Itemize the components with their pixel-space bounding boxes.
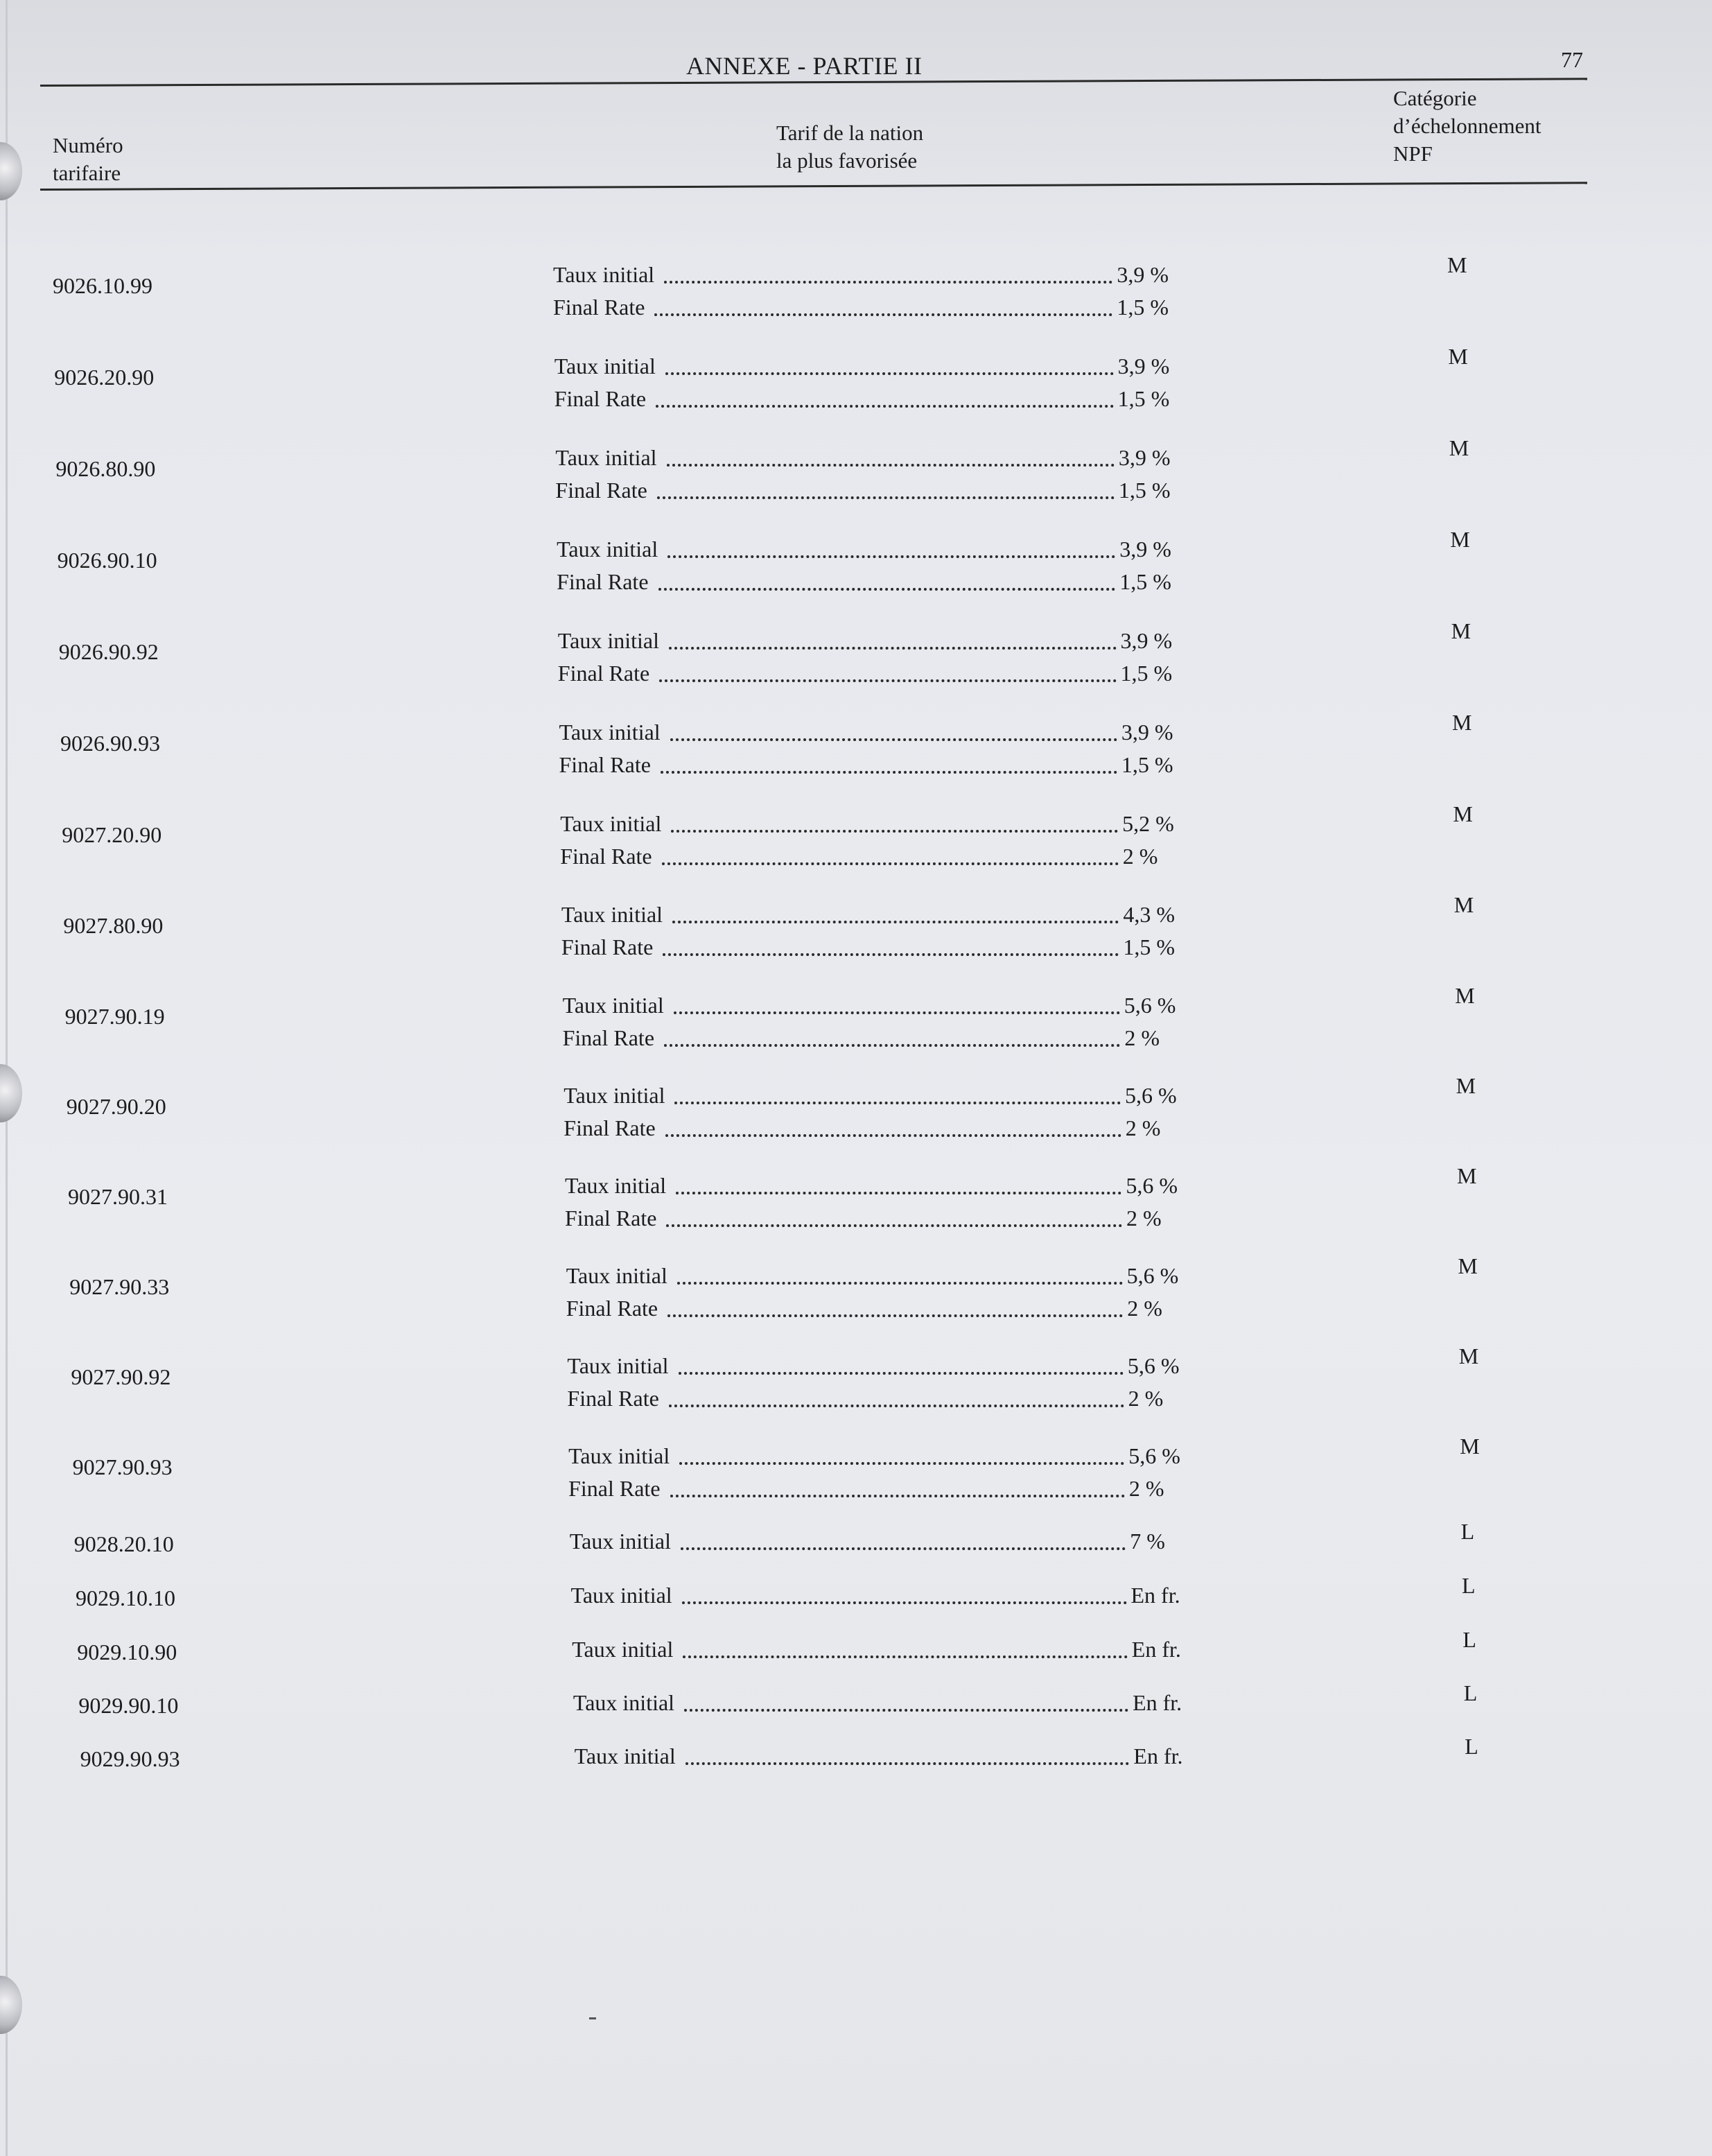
rate-label: Taux initial: [559, 720, 661, 745]
tariff-number: 9029.90.93: [80, 1746, 180, 1771]
rate-line: [568, 1443, 1180, 1469]
rate-value: En fr.: [1130, 1583, 1180, 1608]
rate-line: [567, 1353, 1179, 1379]
rate-value: 1,5 %: [1118, 478, 1171, 503]
rate-label: Taux initial: [567, 1353, 669, 1378]
page-number: 77: [1561, 47, 1583, 72]
rate-line: [553, 262, 1169, 288]
rate-value: En fr.: [1131, 1637, 1181, 1662]
rate-label: Final Rate: [565, 1206, 657, 1231]
rate-label: Taux initial: [566, 1263, 667, 1288]
staging-category: M: [1450, 527, 1470, 552]
rate-value: 2 %: [1128, 1386, 1164, 1411]
column-header-line: NPF: [1393, 141, 1433, 166]
dot-leader: [664, 1043, 1120, 1047]
rate-value: 5,6 %: [1127, 1353, 1180, 1378]
rate-value: 2 %: [1122, 844, 1158, 869]
rate-line: [561, 902, 1175, 928]
rate-line: [553, 295, 1169, 320]
rate-value: 2 %: [1126, 1206, 1162, 1231]
table-row: [0, 1253, 1712, 1346]
dot-leader: [666, 1224, 1122, 1227]
rate-value: 1,5 %: [1121, 752, 1173, 777]
rate-line: [557, 569, 1171, 595]
rate-line: [570, 1529, 1181, 1554]
rate-label: Final Rate: [562, 1025, 655, 1050]
rate-label: Final Rate: [564, 1115, 656, 1140]
dot-leader: [677, 1281, 1123, 1285]
rate-line: [571, 1583, 1182, 1608]
rate-value: 4,3 %: [1123, 902, 1176, 927]
tariff-number: 9026.80.90: [55, 456, 156, 481]
rate-value: 5,6 %: [1126, 1173, 1178, 1198]
dot-leader: [685, 1762, 1130, 1765]
rate-value: 3,9 %: [1117, 354, 1170, 379]
rate-value: 2 %: [1128, 1476, 1164, 1501]
rate-label: Final Rate: [561, 934, 654, 959]
tariff-number: 9029.90.10: [78, 1693, 179, 1718]
table-row: [0, 710, 1712, 803]
dot-leader: [679, 1371, 1124, 1375]
rate-line: [573, 1690, 1184, 1716]
table-row: [0, 1073, 1712, 1166]
staging-category: M: [1448, 344, 1468, 369]
dot-leader: [672, 920, 1119, 923]
rate-label: Taux initial: [557, 537, 658, 562]
rate-label: Taux initial: [557, 628, 659, 653]
rate-label: Taux initial: [561, 902, 663, 927]
column-header-line: tarifaire: [53, 161, 121, 185]
rate-label: Final Rate: [566, 1296, 658, 1321]
table-row: [0, 1434, 1712, 1527]
page-title: ANNEXE - PARTIE II: [686, 52, 923, 80]
tariff-number: 9027.80.90: [63, 913, 164, 938]
scan-mark: [589, 2017, 596, 2019]
rate-label: Taux initial: [562, 993, 664, 1018]
table-row: [0, 1734, 1712, 1827]
dot-leader: [684, 1708, 1128, 1712]
rate-value: 5,6 %: [1128, 1443, 1180, 1468]
rate-label: Taux initial: [565, 1173, 667, 1198]
dot-leader: [658, 587, 1116, 591]
tariff-number: 9027.90.92: [71, 1364, 171, 1389]
rate-line: [558, 628, 1172, 654]
column-header-rate: [776, 119, 923, 175]
column-header-line: Catégorie: [1393, 86, 1477, 110]
rate-line: [560, 844, 1174, 869]
table-row: [0, 435, 1712, 528]
rate-line: [555, 478, 1170, 503]
rate-value: 1,5 %: [1119, 569, 1171, 594]
rate-value: 5,6 %: [1126, 1263, 1179, 1288]
staging-category: L: [1465, 1734, 1478, 1759]
staging-category: M: [1453, 892, 1474, 917]
rate-label: Final Rate: [555, 478, 647, 503]
rate-line: [567, 1386, 1179, 1411]
tariff-number: 9028.20.10: [73, 1531, 174, 1556]
dot-leader: [662, 862, 1119, 865]
rate-label: Taux initial: [572, 1637, 674, 1662]
header-rule-bottom: [40, 182, 1587, 191]
dot-leader: [659, 679, 1116, 682]
staging-category: M: [1456, 1073, 1476, 1098]
rate-value: 5,6 %: [1125, 1083, 1177, 1108]
tariff-number: 9027.20.90: [62, 822, 162, 847]
dot-leader: [670, 738, 1117, 741]
rate-line: [560, 811, 1174, 837]
dot-leader: [664, 280, 1112, 284]
tariff-number: 9027.90.31: [68, 1184, 168, 1209]
rate-value: 1,5 %: [1120, 661, 1173, 686]
rate-line: [565, 1173, 1178, 1199]
staging-category: M: [1457, 1163, 1477, 1188]
rate-label: Taux initial: [570, 1583, 672, 1608]
rate-label: Final Rate: [568, 1476, 661, 1501]
rate-label: Final Rate: [557, 569, 649, 594]
rate-label: Taux initial: [555, 445, 657, 470]
rate-value: 3,9 %: [1118, 445, 1171, 470]
dot-leader: [682, 1601, 1127, 1604]
rate-line: [559, 720, 1173, 745]
rate-label: Final Rate: [553, 295, 645, 320]
dot-leader: [667, 463, 1115, 467]
dot-leader: [681, 1547, 1126, 1550]
tariff-number: 9027.90.93: [72, 1454, 173, 1479]
rate-line: [564, 1115, 1176, 1141]
staging-category: M: [1451, 618, 1471, 643]
staging-category: M: [1453, 801, 1473, 826]
staging-category: M: [1460, 1434, 1480, 1459]
rate-line: [554, 354, 1170, 379]
rate-line: [554, 386, 1170, 412]
rate-label: Final Rate: [559, 752, 651, 777]
rate-line: [555, 445, 1170, 471]
table-row: [0, 618, 1712, 711]
dot-leader: [670, 1494, 1125, 1497]
rate-value: 2 %: [1125, 1115, 1161, 1140]
dot-leader: [667, 1314, 1123, 1317]
dot-leader: [674, 1101, 1121, 1104]
rate-label: Taux initial: [564, 1083, 665, 1108]
tariff-number: 9026.10.99: [53, 273, 152, 298]
rate-label: Final Rate: [554, 386, 647, 411]
rate-label: Final Rate: [560, 844, 652, 869]
rate-value: 7 %: [1130, 1529, 1165, 1554]
dot-leader: [665, 1133, 1121, 1137]
rate-line: [568, 1476, 1180, 1502]
rate-value: 1,5 %: [1123, 934, 1176, 959]
dot-leader: [665, 372, 1114, 375]
table-row: [0, 252, 1712, 345]
staging-category: M: [1458, 1253, 1478, 1278]
rate-label: Taux initial: [569, 1529, 671, 1554]
column-header-number: [53, 132, 123, 187]
table-row: [0, 527, 1712, 620]
dot-leader: [667, 555, 1115, 558]
rate-value: 1,5 %: [1117, 295, 1169, 320]
rate-label: Final Rate: [567, 1386, 659, 1411]
rate-value: 3,9 %: [1121, 720, 1173, 745]
rate-label: Final Rate: [557, 661, 650, 686]
rate-value: En fr.: [1133, 1690, 1182, 1715]
table-row: [0, 1163, 1712, 1256]
staging-category: M: [1458, 1344, 1479, 1368]
rate-value: 3,9 %: [1117, 262, 1169, 287]
column-header-line: d’échelonnement: [1393, 114, 1541, 138]
rate-value: 5,6 %: [1124, 993, 1176, 1018]
binder-hole: [0, 142, 22, 200]
dot-leader: [669, 1404, 1124, 1407]
dot-leader: [663, 953, 1119, 956]
staging-category: M: [1449, 435, 1469, 460]
rate-line: [563, 1025, 1176, 1051]
dot-leader: [679, 1461, 1124, 1465]
tariff-number: 9029.10.90: [77, 1640, 177, 1664]
table-row: [0, 892, 1712, 985]
rate-line: [575, 1744, 1185, 1769]
column-header-line: la plus favorisée: [776, 148, 918, 173]
rate-label: Taux initial: [568, 1443, 670, 1468]
tariff-number: 9026.90.92: [58, 639, 159, 664]
rate-value: 5,2 %: [1122, 811, 1174, 836]
tariff-number: 9027.90.20: [66, 1094, 166, 1119]
rate-line: [563, 993, 1176, 1018]
dot-leader: [657, 496, 1115, 499]
dot-leader: [671, 829, 1118, 833]
dot-leader: [661, 770, 1117, 774]
rate-value: 2 %: [1124, 1025, 1160, 1050]
rate-line: [572, 1637, 1183, 1662]
rate-line: [565, 1206, 1178, 1231]
tariff-number: 9027.90.19: [64, 1004, 165, 1029]
rate-label: Taux initial: [574, 1744, 676, 1768]
table-row: [0, 344, 1712, 437]
dot-leader: [683, 1655, 1127, 1658]
rate-line: [566, 1263, 1179, 1289]
dot-leader: [674, 1011, 1120, 1014]
rate-line: [558, 661, 1172, 686]
dot-leader: [669, 646, 1117, 650]
rate-value: 2 %: [1127, 1296, 1162, 1321]
staging-category: L: [1462, 1573, 1476, 1598]
table-row: [0, 983, 1712, 1076]
staging-category: L: [1462, 1627, 1476, 1652]
rate-label: Taux initial: [573, 1690, 675, 1715]
dot-leader: [676, 1191, 1121, 1194]
rate-line: [559, 752, 1173, 778]
tariff-number: 9026.90.93: [60, 731, 160, 756]
staging-category: L: [1463, 1680, 1478, 1705]
table-row: [0, 1344, 1712, 1436]
dot-leader: [654, 313, 1112, 316]
tariff-number: 9029.10.10: [76, 1585, 175, 1610]
rate-line: [566, 1296, 1179, 1321]
rate-value: 1,5 %: [1117, 386, 1170, 411]
tariff-number: 9026.20.90: [54, 365, 155, 390]
rate-label: Taux initial: [553, 262, 655, 287]
table-row: [0, 801, 1712, 894]
staging-category: M: [1452, 710, 1472, 735]
tariff-number: 9026.90.10: [57, 548, 157, 573]
dot-leader: [656, 404, 1114, 408]
column-header-line: Numéro: [53, 133, 123, 157]
rate-value: En fr.: [1133, 1744, 1183, 1768]
column-header-line: Tarif de la nation: [776, 121, 924, 145]
rate-value: 3,9 %: [1119, 537, 1171, 562]
rate-label: Taux initial: [554, 354, 656, 379]
rate-value: 3,9 %: [1120, 628, 1173, 653]
binder-hole: [0, 1976, 22, 2034]
column-header-category: [1393, 85, 1541, 168]
staging-category: M: [1455, 983, 1475, 1008]
rate-label: Taux initial: [560, 811, 662, 836]
rate-line: [557, 537, 1171, 562]
tariff-number: 9027.90.33: [69, 1274, 170, 1299]
rate-line: [564, 1083, 1176, 1109]
staging-category: M: [1447, 252, 1467, 277]
rate-line: [561, 934, 1175, 960]
staging-category: L: [1460, 1519, 1475, 1544]
